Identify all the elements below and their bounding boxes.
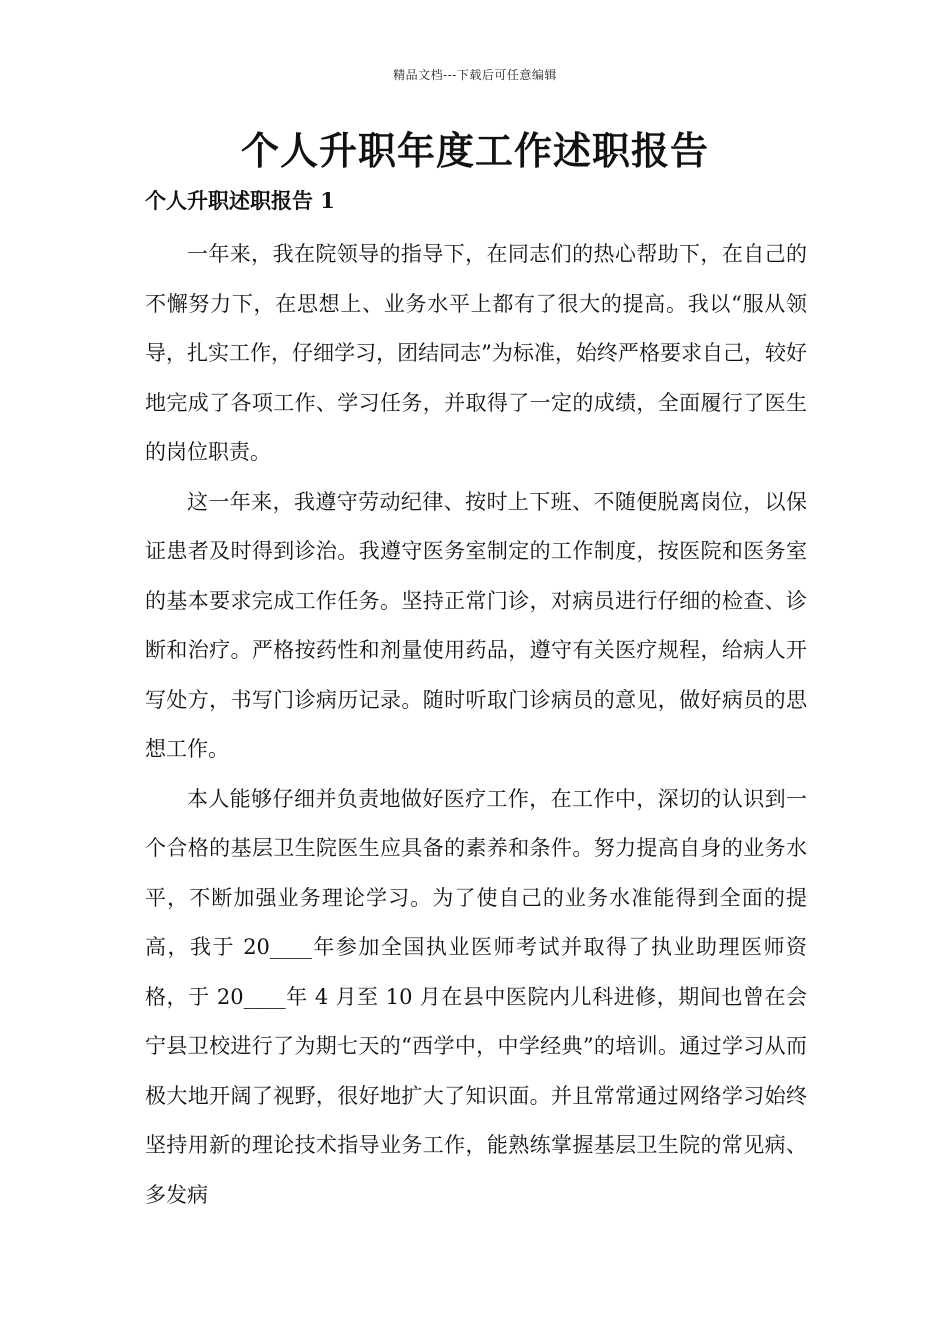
document-title: 个人升职年度工作述职报告 (240, 128, 709, 173)
paragraph-3: 本人能够仔细并负责地做好医疗工作，在工作中，深切的认识到一个合格的基层卫生院医生应具备的素养和条件。努力提高自身的业务水平，不断加强业务理论学习。为了使自己的业务水准能得到全面的提高，我于 20____年参加全国执业医师考试并取得了执业助理医师资格，于 20____年 4 月至 10 月在县中医院内儿科进修，期间也曾在会宁县卫校进行了为期七天的“西学中，中学经典”的培训。通过学习从而极大地开阔了视野，很好地扩大了知识面。并且常常通过网络学习始终坚持用新的理论技术指导业务工作，能熟练掌握基层卫生院的常见病、多发病 (145, 786, 807, 1207)
header-note: 精品文档---下载后可任意编辑 (393, 68, 557, 82)
document-body (145, 230, 807, 1220)
paragraph-1: 一年来，我在院领导的指导下，在同志们的热心帮助下，在自己的不懈努力下，在思想上、业务水平上都有了很大的提高。我以“服从领导，扎实工作，仔细学习，团结同志”为标准，始终严格要求自己，较好地完成了各项工作、学习任务，并取得了一定的成绩，全面履行了医生的岗位职责。 (145, 242, 807, 464)
paragraph-2: 这一年来，我遵守劳动纪律、按时上下班、不随便脱离岗位，以保证患者及时得到诊治。我遵守医务室制定的工作制度，按医院和医务室的基本要求完成工作任务。坚持正常门诊，对病员进行仔细的检查、诊断和治疗。严格按药性和剂量使用药品，遵守有关医疗规程，给病人开写处方，书写门诊病历记录。随时听取门诊病员的意见，做好病员的思想工作。 (145, 489, 807, 761)
section-heading: 个人升职述职报告 1 (145, 188, 335, 213)
